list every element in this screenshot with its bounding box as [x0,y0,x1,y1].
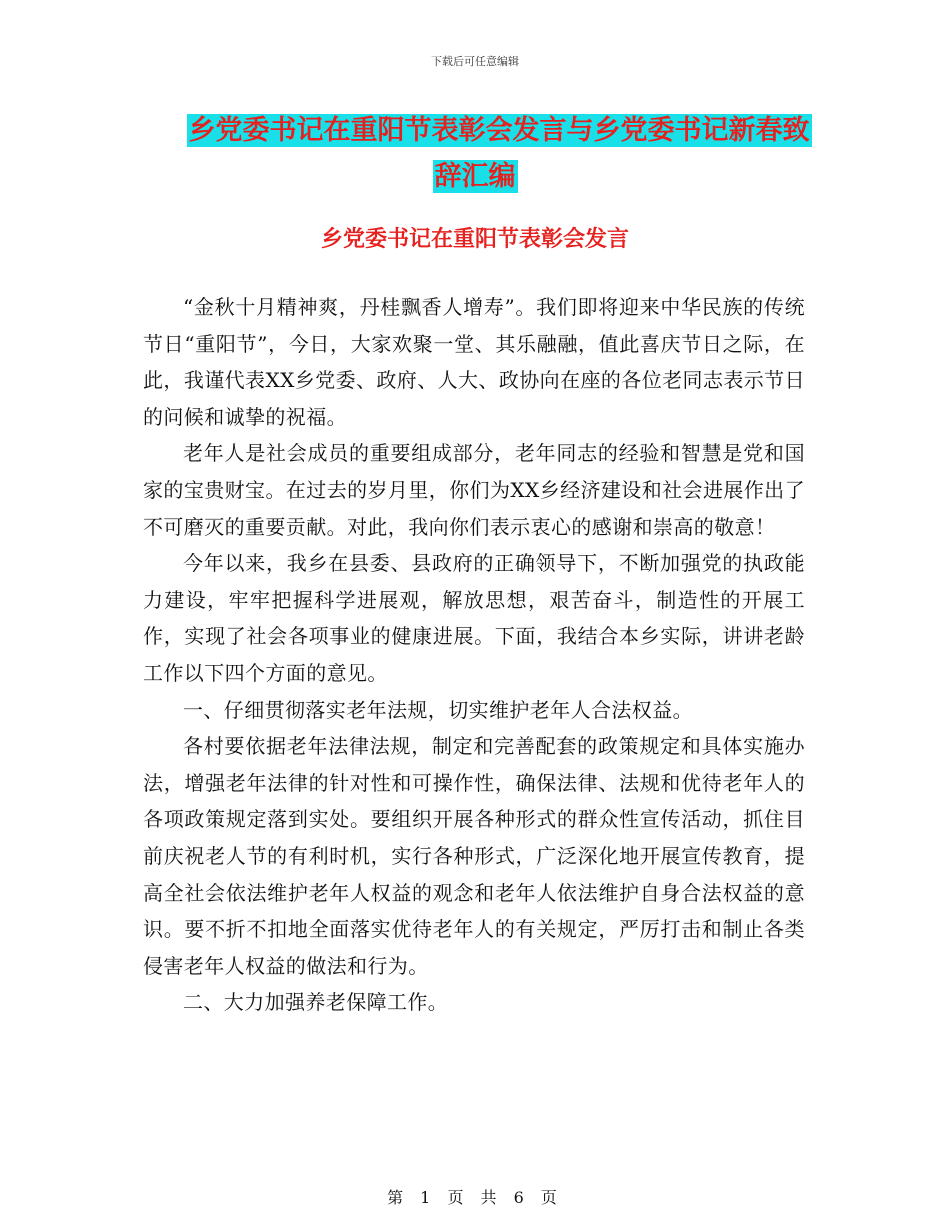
page-header: 下载后可任意编辑 [431,55,519,68]
title-line-1: 乡党委书记在重阳节表彰会发言与乡党委书记新春致 [188,115,810,146]
paragraph: 二、大力加强养老保障工作。 [183,990,449,1015]
paragraph: “金秋十月精神爽，丹桂飘香人增寿”。我们即将迎来中华民族的传统节日“重阳节”，今日，大家欢聚一堂、其乐融融，值此喜庆节日之际，在此，我谨代表XX乡党委、政府、人大、政协向在座的各位老同志表示节日的问候和诚挚的祝福。 [143,295,805,429]
paragraph: 各村要依据老年法律法规，制定和完善配套的政策规定和具体实施办法，增强老年法律的针对性和可操作性，确保法律、法规和优待老年人的各项政策规定落到实处。要组织开展各种形式的群众性宣传活动，抓住目前庆祝老人节的有利时机，实行各种形式，广泛深化地开展宣传教育，提高全社会依法维护老年人权益的观念和老年人依法维护自身合法权益的意识。要不折不扣地全面落实优待老年人的有关规定，严厉打击和制止各类侵害老年人权益的做法和行为。 [143,734,805,978]
page-footer: 第 1 页 共 6 页 [387,1188,563,1207]
title-line-2: 辞汇编 [434,161,516,192]
paragraph: 今年以来，我乡在县委、县政府的正确领导下，不断加强党的执政能力建设，牢牢把握科学进展观，解放思想，艰苦奋斗，制造性的开展工作，实现了社会各项事业的健康进展。下面，我结合本乡实际，讲讲老龄工作以下四个方面的意见。 [143,551,805,685]
document-body [143,289,805,1021]
section-title: 乡党委书记在重阳节表彰会发言 [320,227,629,252]
paragraph: 一、仔细贯彻落实老年法规，切实维护老年人合法权益。 [183,697,693,722]
document-title [0,108,950,200]
paragraph: 老年人是社会成员的重要组成部分，老年同志的经验和智慧是党和国家的宝贵财宝。在过去的岁月里，你们为XX乡经济建设和社会进展作出了不可磨灭的重要贡献。对此，我向你们表示衷心的感谢和崇高的敬意！ [143,441,805,539]
